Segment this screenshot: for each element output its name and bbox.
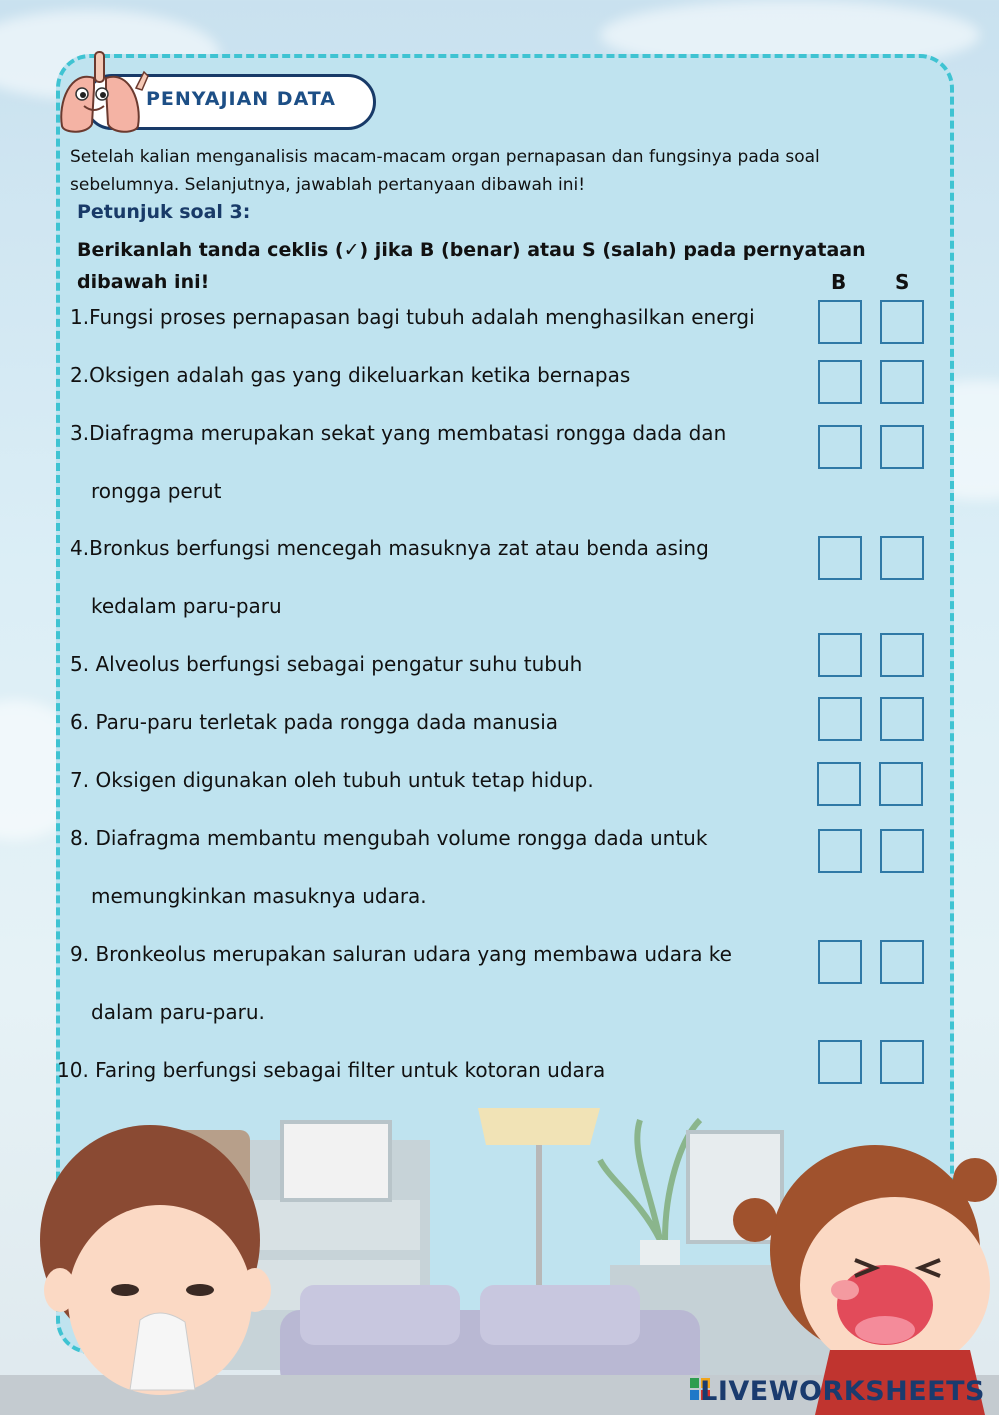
question-text: Alveolus berfungsi sebagai pengatur suhu tubuh: [89, 652, 583, 676]
picture-frame-decoration: [282, 1122, 390, 1200]
question-number: 3.: [70, 421, 90, 445]
answer-checkbox-b-3[interactable]: [818, 425, 862, 469]
question-2: [70, 346, 830, 404]
question-number: 6.: [70, 710, 90, 734]
answer-checkbox-b-7[interactable]: [817, 762, 861, 806]
question-text: Bronkus berfungsi mencegah masuknya zat atau benda asing: [89, 536, 709, 560]
answer-checkbox-s-2[interactable]: [880, 360, 924, 404]
answer-checkbox-s-9[interactable]: [880, 940, 924, 984]
question-6: [70, 693, 830, 751]
answer-checkbox-b-4[interactable]: [818, 536, 862, 580]
question-text-continued: kedalam paru-paru: [91, 594, 282, 618]
question-text: Oksigen digunakan oleh tubuh untuk tetap hidup.: [89, 768, 594, 792]
question-text: Paru-paru terletak pada rongga dada manusia: [89, 710, 558, 734]
living-room-illustration: [0, 1090, 999, 1415]
question-text: Diafragma merupakan sekat yang membatasi rongga dada dan: [89, 421, 727, 445]
question-number: 2.: [70, 363, 90, 387]
answer-checkbox-s-1[interactable]: [880, 300, 924, 344]
question-8: [70, 809, 830, 908]
question-1: [70, 288, 830, 346]
answer-checkbox-s-5[interactable]: [880, 633, 924, 677]
question-text: Fungsi proses pernapasan bagi tubuh adalah menghasilkan energi: [89, 305, 755, 329]
question-9: [70, 925, 830, 1024]
answer-checkbox-b-5[interactable]: [818, 633, 862, 677]
answer-checkbox-s-7[interactable]: [879, 762, 923, 806]
lamp-decoration: [478, 1108, 600, 1145]
question-text: Bronkeolus merupakan saluran udara yang membawa udara ke: [89, 942, 732, 966]
question-number: 7.: [70, 768, 90, 792]
answer-checkbox-s-3[interactable]: [880, 425, 924, 469]
instruction-text: Berikanlah tanda ceklis (✓) jika B (benar) atau S (salah) pada pernyataan dibawah ini!: [77, 239, 866, 293]
question-number: 4.: [70, 536, 90, 560]
instruction-heading: Petunjuk soal 3:: [77, 201, 251, 223]
question-number: 1.: [70, 305, 90, 329]
question-text-continued: memungkinkan masuknya udara.: [91, 884, 427, 908]
question-number: 10.: [57, 1058, 89, 1082]
question-text: Diafragma membantu mengubah volume rongga dada untuk: [89, 826, 708, 850]
plant-decoration: [600, 1120, 700, 1240]
question-number: 8.: [70, 826, 90, 850]
answer-checkbox-b-2[interactable]: [818, 360, 862, 404]
column-header-benar: B: [831, 270, 847, 294]
question-number: 9.: [70, 942, 90, 966]
question-text-continued: dalam paru-paru.: [91, 1000, 265, 1024]
question-3: [70, 404, 830, 503]
question-text: Faring berfungsi sebagai filter untuk kotoran udara: [88, 1058, 606, 1082]
question-number: 5.: [70, 652, 90, 676]
lungs-mascot-icon: [50, 48, 150, 136]
answer-checkbox-b-10[interactable]: [818, 1040, 862, 1084]
answer-checkbox-b-1[interactable]: [818, 300, 862, 344]
answer-checkbox-s-4[interactable]: [880, 536, 924, 580]
brand-watermark: LIVEWORKSHEETS: [700, 1376, 985, 1407]
question-7: [70, 751, 830, 809]
column-header-salah: S: [895, 270, 910, 294]
answer-checkbox-s-8[interactable]: [880, 829, 924, 873]
answer-checkbox-b-8[interactable]: [818, 829, 862, 873]
question-5: [70, 635, 830, 693]
answer-checkbox-s-10[interactable]: [880, 1040, 924, 1084]
question-text: Oksigen adalah gas yang dikeluarkan ketika bernapas: [89, 363, 631, 387]
answer-checkbox-s-6[interactable]: [880, 697, 924, 741]
page-title: PENYAJIAN DATA: [146, 88, 337, 110]
question-4: [70, 519, 830, 618]
intro-text: Setelah kalian menganalisis macam-macam organ pernapasan dan fungsinya pada soal sebelumnya. Selanjutnya, jawablah pertanyaan dibawah ini!: [70, 147, 820, 195]
answer-checkbox-b-6[interactable]: [818, 697, 862, 741]
question-text-continued: rongga perut: [91, 479, 222, 503]
answer-checkbox-b-9[interactable]: [818, 940, 862, 984]
